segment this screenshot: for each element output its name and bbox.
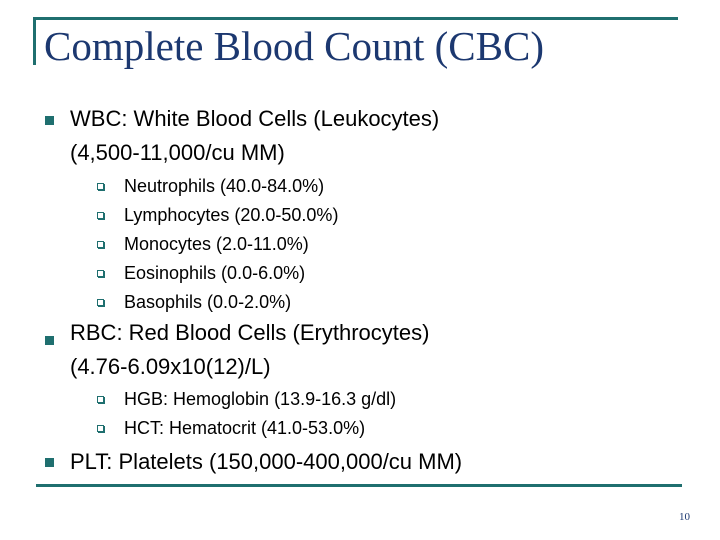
bullet-wbc-line2: (4,500-11,000/cu MM) (70, 140, 285, 165)
bullet-wbc-line1: WBC: White Blood Cells (Leukocytes) (70, 106, 440, 131)
bullet-rbc-line1: RBC: Red Blood Cells (Erythrocytes) (70, 320, 430, 345)
sub-bullet-hematocrit: HCT: Hematocrit (41.0-53.0%) (124, 418, 366, 438)
bullet-plt: PLT: Platelets (150,000-400,000/cu MM) (70, 449, 463, 474)
title-frame-vertical-line (33, 17, 36, 65)
checkbox-bullet-icon (97, 299, 104, 306)
sub-bullet-eosinophils: Eosinophils (0.0-6.0%) (124, 263, 306, 283)
checkbox-bullet-icon (97, 212, 104, 219)
footer-divider-line (36, 484, 682, 487)
slide-title: Complete Blood Count (CBC) (44, 23, 544, 69)
checkbox-bullet-icon (97, 396, 104, 403)
square-bullet-icon (45, 116, 54, 125)
checkbox-bullet-icon (97, 183, 104, 190)
sub-bullet-monocytes: Monocytes (2.0-11.0%) (124, 234, 309, 254)
checkbox-bullet-icon (97, 270, 104, 277)
sub-bullet-hemoglobin: HGB: Hemoglobin (13.9-16.3 g/dl) (124, 389, 397, 409)
title-frame-horizontal-line (33, 17, 678, 20)
checkbox-bullet-icon (97, 241, 104, 248)
square-bullet-icon (45, 336, 54, 345)
page-number: 10 (679, 511, 690, 523)
square-bullet-icon (45, 458, 54, 467)
checkbox-bullet-icon (97, 425, 104, 432)
sub-bullet-lymphocytes: Lymphocytes (20.0-50.0%) (124, 205, 339, 225)
bullet-rbc-line2: (4.76-6.09x10(12)/L) (70, 354, 271, 379)
sub-bullet-basophils: Basophils (0.0-2.0%) (124, 292, 292, 312)
sub-bullet-neutrophils: Neutrophils (40.0-84.0%) (124, 176, 325, 196)
